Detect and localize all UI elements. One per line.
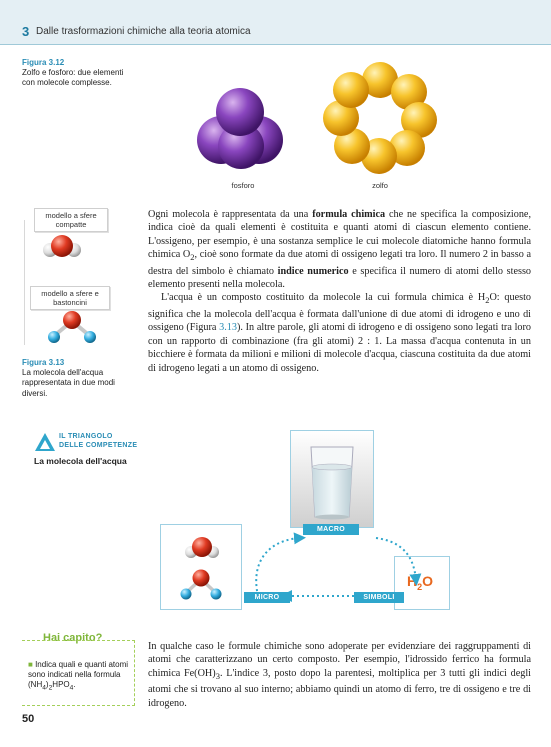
- hai-capito-title: Hai capito?: [40, 632, 105, 644]
- ball-stick-model-label: modello a sfere e bastoncini: [30, 286, 110, 310]
- hai-capito-question: ■ Indica quali e quanti atomi sono indicati nella formula $(NH_4)_2HPO_4$.: [28, 660, 129, 692]
- term-formula-chimica: formula chimica: [312, 209, 386, 220]
- figure-3-13-label: Figura 3.13: [22, 358, 65, 367]
- water-compact-model-illustration: [40, 232, 84, 262]
- paragraph-3: In qualche caso le formule chimiche sono adoperate per evidenziare dei raggruppamenti di atomi che caratterizzano un certo composto. Per esempio, l'idrossido ferrico ha formula chimica $Fe(OH)_3$. L'indice 3, posto dopo la parentesi, moltiplica per 3 tutti gli indici degli atomi che si trovano al suo interno; abbiamo quindi un atomo di ferro, tre di ossigeno e tre di idrogeno.: [148, 641, 531, 709]
- paragraph-2: L'acqua è un composto costituito da molecole la cui formula chimica è $H_2O$: questo significa che la molecola dell'acqua è formata dall'unione di due atomi di idrogeno e uno di ossigeno (Figura 3.13). In altre parole, gli atomi di idrogeno e di ossigeno sono legati tra loro con un rapporto di combinazione (fra gli atomi) 2 : 1. La massa d'acqua contenuta in un bicchiere è formata da milioni e milioni di molecole d'acqua, ciascuna costituita da due atomi di idrogeno legati a un atomo di ossigeno.: [148, 292, 531, 374]
- term-indice-numerico: indice numerico: [277, 265, 349, 277]
- figure-3-12-caption: Zolfo e fosforo: due elementi con molecole complesse.: [22, 68, 124, 88]
- figure-3-13-caption: La molecola dell'acqua rappresentata in due modi diversi.: [22, 368, 115, 398]
- figure-reference-link[interactable]: 3.13: [219, 322, 237, 334]
- header-rule: [0, 44, 551, 45]
- phosphorus-label: fosforo: [231, 181, 255, 190]
- triangle-subtitle: La molecola dell'acqua: [34, 456, 127, 466]
- page-number: 50: [22, 713, 35, 725]
- competence-cycle-arrows: [150, 420, 450, 620]
- phosphorus-molecule-illustration: [195, 86, 285, 170]
- figure-3-12-label: Figura 3.12: [22, 58, 65, 67]
- model-connector-line: [24, 220, 25, 345]
- water-formula-symbol: $H_2O$: [407, 573, 434, 592]
- chapter-title: Dalle trasformazioni chimiche alla teoria atomica: [36, 26, 251, 37]
- triangle-competence-icon: [34, 432, 56, 452]
- paragraph-1: Ogni molecola è rappresentata da una formula chimica che ne specifica la composizione, indica cioè da quali elementi è costituita e quanti atomi di ciascun elemento contiene. L'ossigeno, per esempio, è una sostanza semplice le cui molecole diatomiche hanno formula chimica $O_2$, cioè sono formate da due atomi di ossigeno legati tra loro. Il numero 2 in basso a destra del simbolo è chiamato indice numerico e specifica il numero di atomi dello stesso elemento presenti nella molecola.: [148, 209, 531, 291]
- sulfur-molecule-illustration: [322, 62, 438, 174]
- header-band: [0, 0, 551, 44]
- micro-tag: MICRO: [244, 592, 290, 603]
- simboli-tag: SIMBOLI: [354, 592, 404, 603]
- macro-tag: MACRO: [303, 524, 359, 535]
- triangle-title: IL TRIANGOLO DELLE COMPETENZE: [59, 433, 138, 449]
- compact-model-label: modello a sfere compatte: [34, 208, 108, 232]
- chapter-number: 3: [22, 24, 30, 39]
- water-ball-stick-model-illustration: [42, 308, 102, 348]
- sulfur-label: zolfo: [372, 181, 388, 190]
- main-text-block: [148, 208, 531, 375]
